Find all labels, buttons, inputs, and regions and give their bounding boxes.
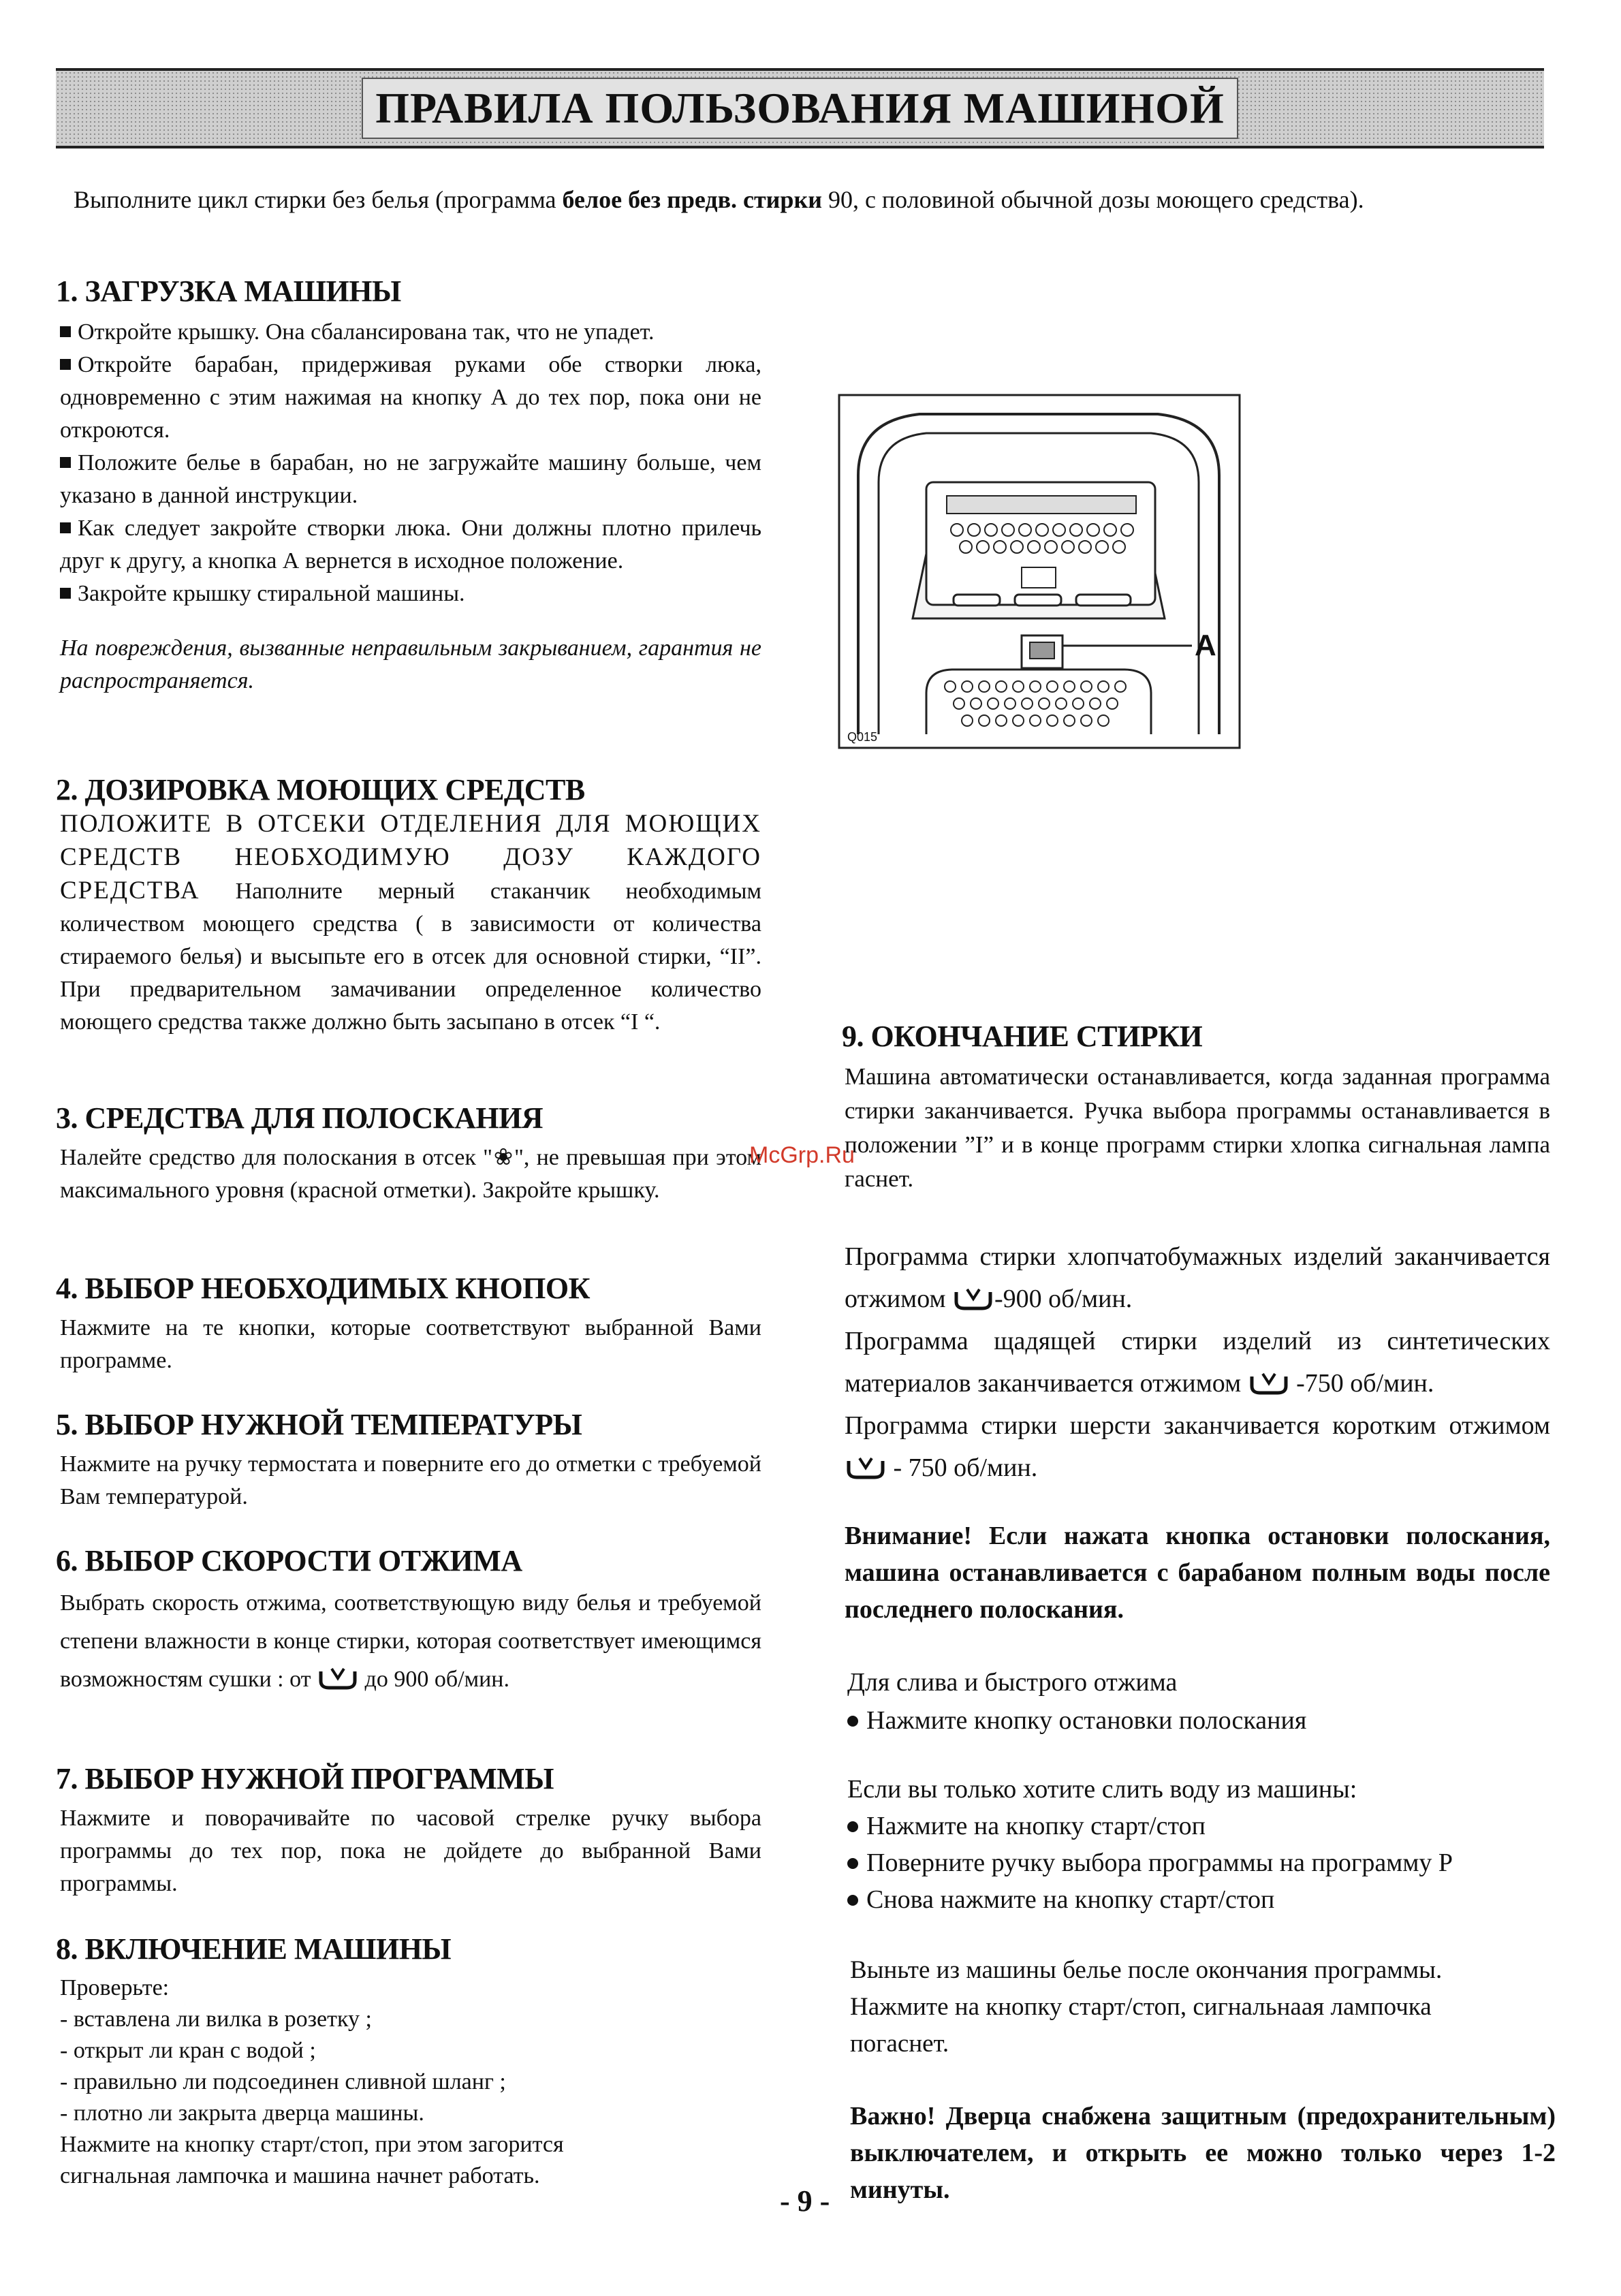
section-9-body [845, 1060, 1550, 1196]
section-7-title: 7. ВЫБОР НУЖНОЙ ПРОГРАММЫ [56, 1762, 554, 1795]
section-3-title: 3. СРЕДСТВА ДЛЯ ПОЛОСКАНИЯ [56, 1101, 544, 1135]
section-7-body [60, 1802, 761, 1900]
section-8-title: 8. ВКЛЮЧЕНИЕ МАШИНЫ [56, 1932, 452, 1966]
list-item: Положите белье в барабан, но не загружайте машину больше, чем указано в данной инструкции. [60, 450, 761, 508]
list-item: Нажмите кнопку остановки полоскания [847, 1701, 1553, 1740]
list-item: сигнальная лампочка и машина начнет работать. [60, 2163, 540, 2188]
spin-icon [952, 1282, 994, 1306]
title-band [56, 68, 1544, 148]
section-4-body [60, 1312, 761, 1377]
section-9-text: Машина автоматически останавливается, когда заданная программа стирки заканчивается. Ручка выбора программы останавливается в положении ”I” и в конце программ стирки хлопка сигнальная лампа гаснет. [845, 1063, 1550, 1192]
list-item: - правильно ли подсоединен сливной шланг ; [60, 2069, 506, 2094]
spin-icon [1248, 1366, 1290, 1391]
bullet-dot-icon [847, 1716, 858, 1727]
section-4-title: 4. ВЫБОР НЕОБХОДИМЫХ КНОПОК [56, 1272, 591, 1305]
bullet-dot-icon [847, 1858, 858, 1869]
list-item: Закройте крышку стиральной машины. [60, 578, 761, 610]
list-item: - открыт ли кран с водой ; [60, 2038, 316, 2063]
list-item: Как следует закройте створки люка. Они должны плотно прилечь друг к другу, а кнопка А вернется в исходное положение. [60, 516, 761, 573]
bullet-square-icon [60, 522, 71, 533]
door-safety-note: Важно! Дверца снабжена защитным (предохранительным) выключателем, и открыть ее можно только через 1-2 минуты. [850, 2102, 1556, 2204]
section-6-body: Выбрать скорость отжима, соответствующую виду белья и требуемой степени влажности в конце стирки, которая соответствует имеющимся возможностям сушки : от до 900 об/мин. [60, 1590, 761, 1692]
bullet-dot-icon [847, 1821, 858, 1832]
section-5-text: Нажмите на ручку термостата и поверните его до отметки с требуемой Вам температурой. [60, 1451, 761, 1509]
section-5-body [60, 1448, 761, 1513]
bullet-dot-icon [847, 1895, 858, 1906]
page-title: ПРАВИЛА ПОЛЬЗОВАНИЯ МАШИНОЙ [362, 78, 1238, 139]
list-item: Поверните ручку выбора программы на программу Р [847, 1844, 1553, 1881]
bullet-square-icon [60, 588, 71, 599]
section-5-title: 5. ВЫБОР НУЖНОЙ ТЕМПЕРАТУРЫ [56, 1408, 582, 1441]
watermark: McGrp.Ru [749, 1142, 855, 1168]
machine-top-illustration [838, 394, 1241, 749]
section-8-body [60, 1972, 782, 2192]
section-9-title: 9. ОКОНЧАНИЕ СТИРКИ [842, 1020, 1203, 1053]
intro-line [74, 185, 1545, 214]
warranty-note: На повреждения, вызванные неправильным закрыванием, гарантия не распространяется. [60, 635, 761, 693]
washing-machine-drawing [838, 394, 1241, 749]
section-2-body [60, 808, 761, 1039]
spin-programs: Программа стирки хлопчатобумажных изделий заканчивается отжимом -900 об/мин. Программа щадящей стирки изделий из синтетических материалов заканчивается отжимом -750 об/мин. Программа стирки шерсти заканчивается коротким отжимом - 750 об/мин. [845, 1242, 1550, 1482]
list-item: Нажмите на кнопку старт/стоп, при этом загорится [60, 2132, 564, 2157]
section-3-text: Налейте средство для полоскания в отсек "❀", не превышая при этом максимального уровня (красной отметки). Закройте крышку. [60, 1145, 761, 1203]
drain-only-block: Если вы только хотите слить воду из машины: Нажмите на кнопку старт/стоп Поверните ручку выбора программы на программу Р Снова нажмите на кнопку старт/стоп [847, 1771, 1553, 1918]
section-1-title: 1. ЗАГРУЗКА МАШИНЫ [56, 274, 401, 308]
figure-code: Q015 [847, 730, 878, 744]
intro-after: 90, с половиной обычной дозы моющего средства). [821, 186, 1364, 213]
spin-icon [317, 1665, 359, 1689]
section-1-body [60, 316, 761, 697]
section-3-body [60, 1142, 761, 1207]
section-6-title: 6. ВЫБОР СКОРОСТИ ОТЖИМА [56, 1544, 522, 1577]
list-item: Снова нажмите на кнопку старт/стоп [847, 1881, 1553, 1918]
bullet-square-icon [60, 457, 71, 468]
drain-spin-block: Для слива и быстрого отжима Нажмите кнопку остановки полоскания [847, 1663, 1553, 1740]
figure-label-a: A [1195, 629, 1216, 662]
bullet-square-icon [60, 359, 71, 370]
spin-icon [845, 1451, 887, 1475]
intro-bold: белое без предв. стирки [562, 186, 822, 213]
list-item: - плотно ли закрыта дверца машины. [60, 2101, 424, 2126]
list-item: - вставлена ли вилка в розетку ; [60, 2007, 372, 2032]
list-item: Откройте барабан, придерживая руками обе створки люка, одновременно с этим нажимая на кнопку А до тех пор, пока они не откроются. [60, 352, 761, 443]
page-number: - 9 - [780, 2184, 830, 2218]
section-2-caps: ПОЛОЖИТЕ В ОТСЕКИ ОТДЕЛЕНИЯ ДЛЯ МОЮЩИХ СРЕДСТВ НЕОБХОДИМУЮ ДОЗУ КАЖДОГО СРЕДСТВА [60, 810, 761, 905]
remove-laundry-text: Выньте из машины белье после окончания программы. Нажмите на кнопку старт/стоп, сигнальнаая лампочка погаснет. [850, 1956, 1443, 2058]
list-item: Откройте крышку. Она сбалансирована так, что не упадет. [60, 316, 761, 349]
list-item: Нажмите на кнопку старт/стоп [847, 1808, 1553, 1844]
rinse-hold-warning: Внимание! Если нажата кнопка остановки полоскания, машина останавливается с барабаном полным воды после последнего полоскания. [845, 1522, 1550, 1624]
section-2-title: 2. ДОЗИРОВКА МОЮЩИХ СРЕДСТВ [56, 773, 585, 806]
bullet-square-icon [60, 326, 71, 337]
section-2-text: Наполните мерный стаканчик необходимым количеством моющего средства ( в зависимости от количества стираемого белья) и высыпьте его в отсек для основной стирки, “II”. При предварительном замачивании определенное количество моющего средства также должно быть засыпано в отсек “I “. [60, 879, 761, 1035]
intro-before: Выполните цикл стирки без белья (программа [74, 186, 563, 213]
section-7-text: Нажмите и поворачивайте по часовой стрелке ручку выбора программы до тех пор, пока не дойдете до выбранной Вами программы. [60, 1806, 761, 1896]
section-4-text: Нажмите на те кнопки, которые соответствуют выбранной Вами программе. [60, 1315, 761, 1373]
list-item: Проверьте: [60, 1975, 170, 2000]
